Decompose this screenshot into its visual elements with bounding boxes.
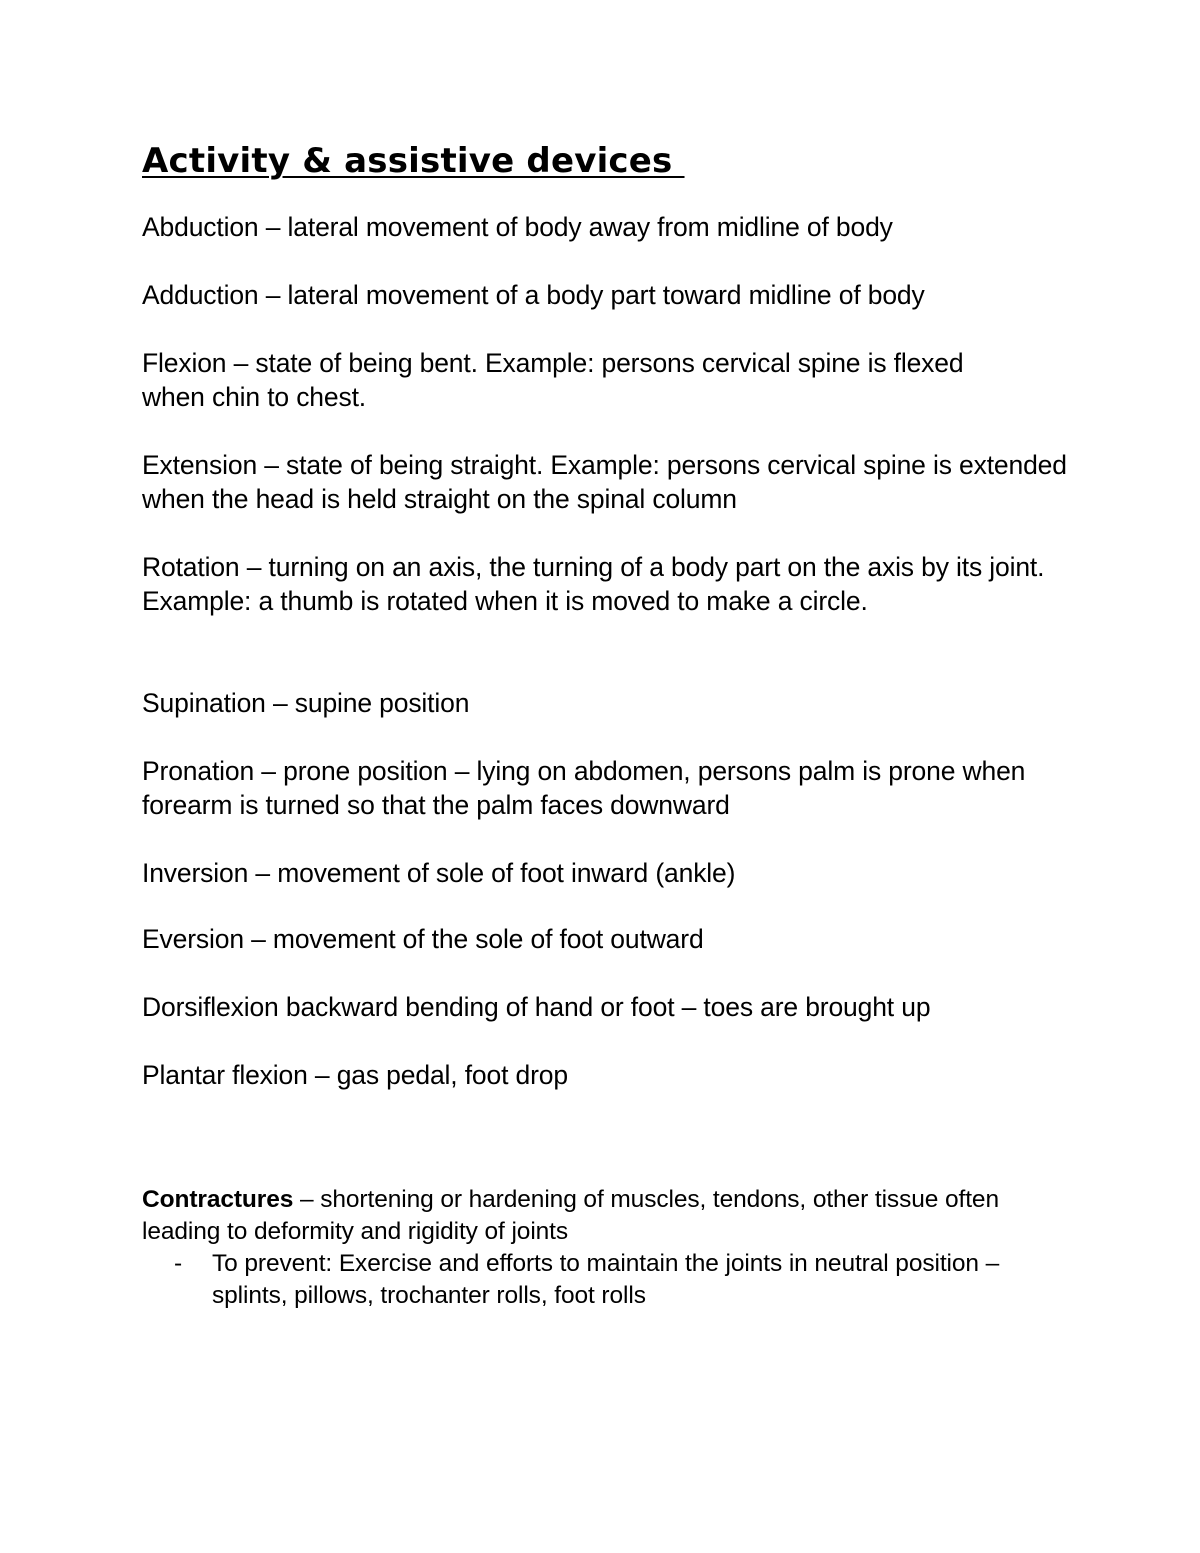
prevention-bullet-text: To prevent: Exercise and efforts to maintain the joints in neutral position – splints, pillows, trochanter rolls, foot rolls <box>212 1250 1000 1309</box>
contractures-term: Contractures <box>142 1186 294 1213</box>
contractures-paragraph <box>142 1184 1062 1248</box>
definition-abduction: Abduction – lateral movement of body away from midline of body <box>142 212 893 242</box>
definition-dorsiflexion: Dorsiflexion backward bending of hand or foot – toes are brought up <box>142 992 931 1022</box>
definition-pronation: Pronation – prone position – lying on abdomen, persons palm is prone when forearm is turned so that the palm faces downward <box>142 756 1026 820</box>
page-title: Activity & assistive devices <box>142 141 685 181</box>
bullet-marker: - <box>174 1250 183 1277</box>
definition-rotation: Rotation – turning on an axis, the turning of a body part on the axis by its joint. Example: a thumb is rotated when it is moved to make a circle. <box>142 552 1045 616</box>
definition-flexion: Flexion – state of being bent. Example: persons cervical spine is flexed when chin to chest. <box>142 348 964 412</box>
definition-inversion: Inversion – movement of sole of foot inward (ankle) <box>142 858 736 888</box>
contractures-definition: – shortening or hardening of muscles, tendons, other tissue often leading to deformity and rigidity of joints <box>142 1186 999 1245</box>
definition-plantar-flexion: Plantar flexion – gas pedal, foot drop <box>142 1060 568 1090</box>
definition-extension: Extension – state of being straight. Example: persons cervical spine is extended when the head is held straight on the spinal column <box>142 450 1067 514</box>
definition-supination: Supination – supine position <box>142 688 470 718</box>
definition-adduction: Adduction – lateral movement of a body part toward midline of body <box>142 280 925 310</box>
definition-eversion: Eversion – movement of the sole of foot outward <box>142 924 704 954</box>
